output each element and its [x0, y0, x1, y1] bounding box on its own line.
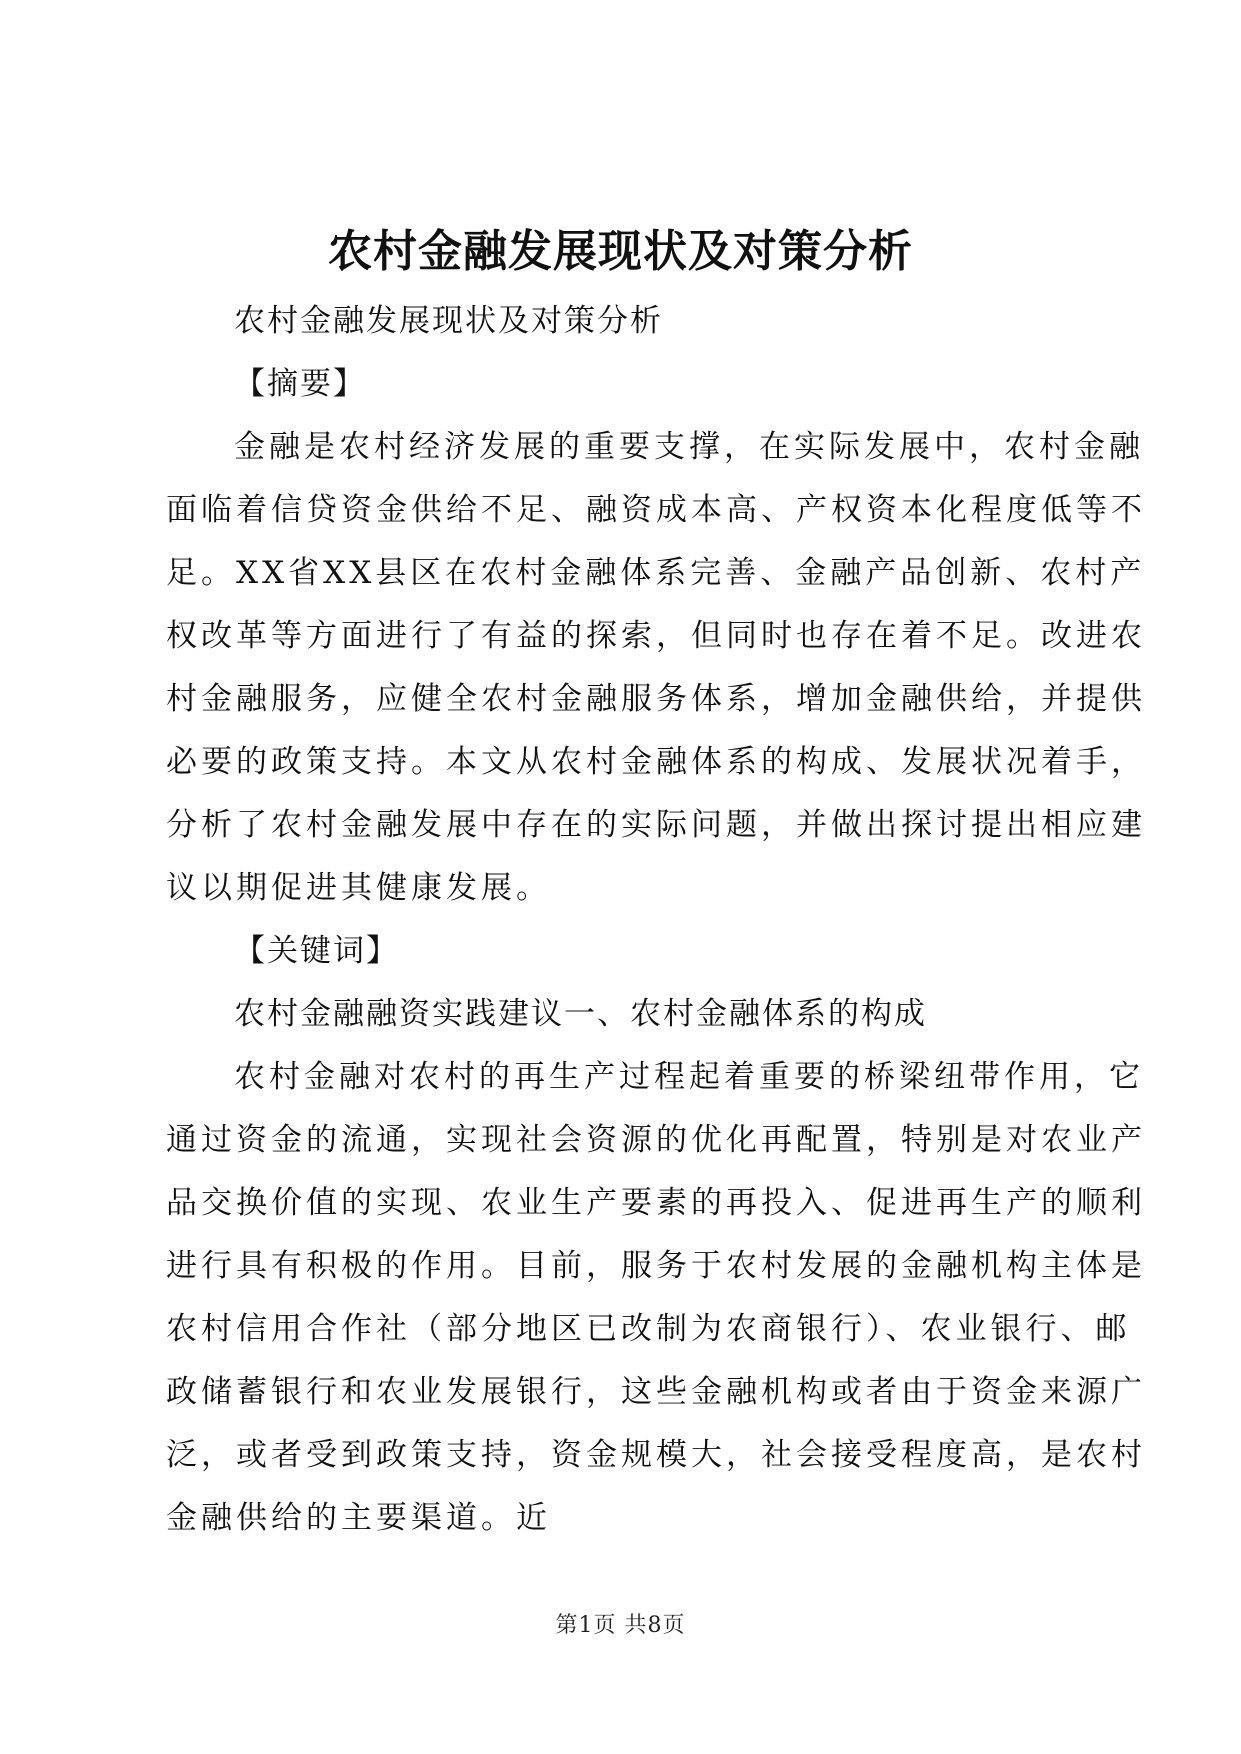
document-subtitle: 农村金融发展现状及对策分析	[234, 303, 663, 339]
body-line: 进行具有积极的作用。目前，服务于农村发展的金融机构主体是	[166, 1248, 1146, 1284]
body-paragraph	[166, 1046, 1146, 1550]
body-line: 通过资金的流通，实现社会资源的优化再配置，特别是对农业产	[166, 1122, 1146, 1158]
abstract-line: 权改革等方面进行了有益的探索，但同时也存在着不足。改进农	[166, 618, 1146, 654]
abstract-line: 面临着信贷资金供给不足、融资成本高、产权资本化程度低等不	[166, 492, 1146, 528]
keywords-label: 【关键词】	[234, 933, 399, 969]
abstract-line: 村金融服务，应健全农村金融服务体系，增加金融供给，并提供	[166, 681, 1146, 717]
abstract-line: 分析了农村金融发展中存在的实际问题，并做出探讨提出相应建	[166, 807, 1146, 843]
abstract-line: 必要的政策支持。本文从农村金融体系的构成、发展状况着手，	[166, 744, 1146, 780]
abstract-line: 足。XX省XX县区在农村金融体系完善、金融产品创新、农村产	[166, 555, 1146, 591]
body-line: 品交换价值的实现、农业生产要素的再投入、促进再生产的顺利	[166, 1185, 1146, 1221]
page-number-footer: 第1页 共8页	[555, 1613, 686, 1638]
body-line: 政储蓄银行和农业发展银行，这些金融机构或者由于资金来源广	[166, 1374, 1146, 1410]
abstract-label: 【摘要】	[234, 366, 366, 402]
abstract-paragraph	[166, 416, 1146, 920]
abstract-line: 议以期促进其健康发展。	[166, 870, 551, 906]
abstract-line: 金融是农村经济发展的重要支撑，在实际发展中，农村金融	[234, 429, 1144, 465]
body-line: 农村信用合作社（部分地区已改制为农商银行）、农业银行、邮	[166, 1311, 1131, 1347]
document-body	[166, 290, 1146, 1550]
keywords-line: 农村金融融资实践建议一、农村金融体系的构成	[234, 996, 927, 1032]
body-line: 农村金融对农村的再生产过程起着重要的桥梁纽带作用，它	[234, 1059, 1144, 1095]
body-line: 金融供给的主要渠道。近	[166, 1500, 551, 1536]
body-line: 泛，或者受到政策支持，资金规模大，社会接受程度高，是农村	[166, 1437, 1146, 1473]
document-title: 农村金融发展现状及对策分析	[328, 226, 913, 277]
